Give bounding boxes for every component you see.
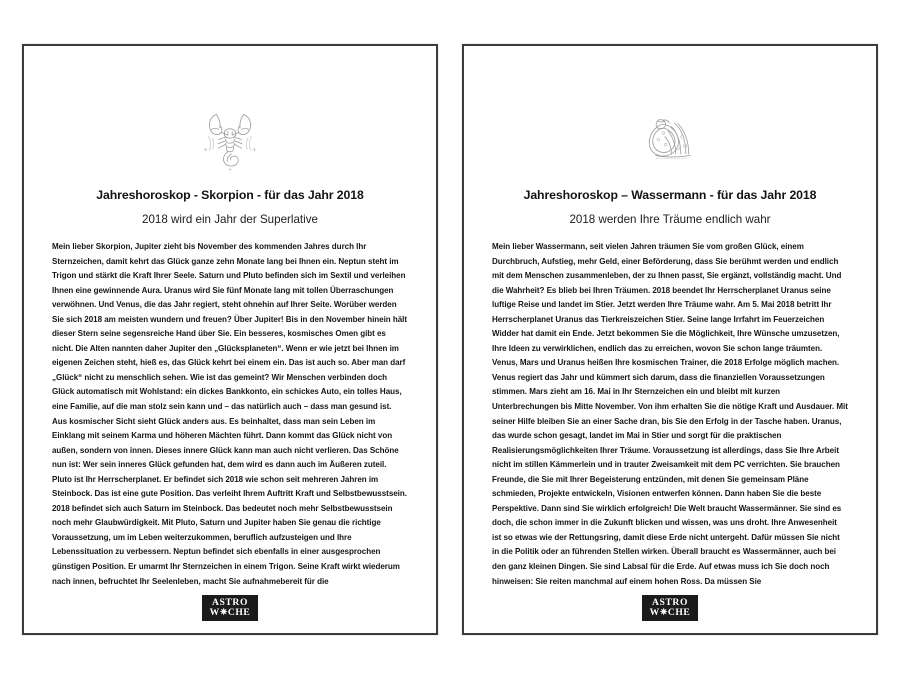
- logo-che: CHE: [667, 606, 691, 618]
- page-title: Jahreshoroskop – Wassermann - für das Jahr 2018: [523, 188, 817, 202]
- astrowoche-logo: [642, 595, 699, 621]
- horoscope-body-text: Mein lieber Skorpion, Jupiter zieht bis November des kommenden Jahres durch Ihr Sternzeichen, damit kehrt das Glück ganze zehn Monate lang bei Ihnen ein. Neptun steht im Trigon und stärkt die Kraft Ihrer Seele. Saturn und Pluto befinden sich im Sextil und verleihen Ihnen eine gewinnende Aura. Uranus wird Sie fünf Monate lang mit tollen Überraschungen verwöhnen. Und Venus, die das Jahr regiert, steht ohnehin auf Ihrer Seite. Worüber werden Sie sich 2018 am meisten wundern und freuen? Über Jupiter! Bis in den November hinein hält dieser Stern seine segensreiche Hand über Sie. Ein besseres, kosmisches Omen gibt es nicht. Die Alten nannten daher Jupiter den „Glücksplaneten“. Wenn er wie jetzt bei Ihnen im eigenen Zeichen steht, hieß es, das Glück kehrt bei einem ein. Das ist auch so. Aber man darf „Glück“ nicht zu menschlich sehen. Wie ist das gemeint? Wir Menschen verbinden doch Glück automatisch mit Wohlstand: ein dickes Bankkonto, ein schickes Auto, ein tolles Haus, eine Familie, auf die man stolz sein kann und – das natürlich auch – dass man gesund ist. Aus kosmischer Sicht sieht Glück anders aus. Es beinhaltet, dass man sein Leben im Einklang mit seinem Karma und höheren Mächten führt. Dann kommt das Glück nicht von außen, sondern von innen. Dieses innere Glück kann man auch nicht verlieren. Das Schöne nun ist: Wer sein inneres Glück gefunden hat, dem wird es dann auch im Äußeren zuteil. Pluto ist Ihr Herrscherplanet. Er befindet sich 2018 wie schon seit mehreren Jahren im Steinbock. Das ist eine gute Position. Das verleiht Ihrem Auftritt Kraft und Selbstbewusstsein. 2018 befindet sich auch Saturn im Steinbock. Das bedeutet noch mehr Selbstbewusstsein noch mehr Glaubwürdigkeit. Mit Pluto, Saturn und Jupiter haben Sie genau die richtige Voraussetzung, um im Leben weiterzukommen, beruflich aufzusteigen und Ihre Lebenssituation zu verbessern. Neptun befindet sich ebenfalls in einer ausgesprochen günstigen Position. Er umarmt Ihr Sternzeichen in einem Trigon. Seine Kraft wirkt wiederum nach innen, befruchtet Ihr Seelenleben, macht Sie aufnahmebereit für die: [52, 242, 408, 586]
- logo-line-woche: [650, 608, 691, 618]
- document-page-skorpion[interactable]: [22, 44, 438, 635]
- astrowoche-logo: [202, 595, 259, 621]
- scorpio-zodiac-icon: [194, 104, 266, 178]
- page-content-wassermann: [464, 46, 876, 633]
- logo-line-astro: ASTRO: [211, 597, 249, 609]
- logo-container: [52, 595, 408, 621]
- logo-w: W: [649, 606, 660, 618]
- logo-che: CHE: [227, 606, 251, 618]
- page-subtitle: 2018 wird ein Jahr der Superlative: [142, 213, 318, 226]
- logo-line-astro: ASTRO: [651, 597, 689, 609]
- aquarius-zodiac-icon: [634, 104, 706, 178]
- document-page-wassermann[interactable]: [462, 44, 878, 635]
- page-content-skorpion: [24, 46, 436, 633]
- logo-w: W: [209, 606, 220, 618]
- logo-line-woche: [210, 608, 251, 618]
- page-title: Jahreshoroskop - Skorpion - für das Jahr 2018: [96, 188, 364, 202]
- star-icon: ✷: [219, 606, 228, 618]
- logo-container: [492, 595, 848, 621]
- horoscope-body-text: Mein lieber Wassermann, seit vielen Jahren träumen Sie vom großen Glück, einem Durchbruch, Aufstieg, mehr Geld, einer Beförderung, dass Sie berühmt werden und endlich mit dem Menschen zusammenleben, der zu Ihnen passt, Sie ergänzt, vollständig macht. Und die Wahrheit? Es blieb bei Ihren Träumen. 2018 beendet Ihr Herrscherplanet Uranus seine luftige Reise und landet im Stier. Jetzt werden Ihre Träume wahr. Am 5. Mai 2018 betritt Ihr Herrscherplanet Uranus das Tierkreiszeichen Stier. Seine lange Irrfahrt im Feuerzeichen Widder hat damit ein Ende. Jetzt bekommen Sie die Möglichkeit, Ihre Wünsche umzusetzen, Ihre Ideen zu verwirklichen, endlich das zu erreichen, wovon Sie schon lange träumten. Venus, Mars und Uranus heißen Ihre kosmischen Trainer, die 2018 Erfolge möglich machen. Venus regiert das Jahr und kümmert sich darum, dass die finanziellen Voraussetzungen stimmen. Mars zieht am 16. Mai in Ihr Sternzeichen ein und bleibt mit kurzen Unterbrechungen bis Mitte November. Von ihm erhalten Sie die nötige Kraft und Ausdauer. Mit seiner Hilfe bleiben Sie an einer Sache dran, bis Sie den Erfolg in der Tasche haben. Uranus, das wurde schon gesagt, landet im Mai in Stier und sorgt für die praktischen Realisierungsmöglichkeiten Ihrer Träume. Voraussetzung ist allerdings, dass Sie Ihre Arbeit nicht im stillen Kämmerlein und in trauter Zweisamkeit mit dem PC verrichten. Sie brauchen Freunde, die Sie mit Ihrer Begeisterung entzünden, mit denen Sie gemeinsam Pläne schmieden, Projekte entwickeln, Visionen entwerfen können. Dann haben Sie die beste Perspektive. Dann sind Sie wirklich erfolgreich! Die Welt braucht Wassermänner. Sie sind es doch, die schon immer in die Zukunft blicken und wissen, was uns droht. Ihre Anwesenheit ist so etwas wie der Rettungsring, damit diese Erde nicht untergeht. Dafür müssen Sie nicht in die Politik oder an führenden Stellen wirken. Überall braucht es Wassermänner, auch bei den ganz kleinen Dingen. Sie sind Labsal für die Erde. Auf etwas muss ich Sie doch noch hinweisen: Sie reiten manchmal auf einem hohen Ross. Da müssen Sie: [492, 242, 848, 586]
- star-icon: ✷: [659, 606, 668, 618]
- page-subtitle: 2018 werden Ihre Träume endlich wahr: [569, 213, 771, 226]
